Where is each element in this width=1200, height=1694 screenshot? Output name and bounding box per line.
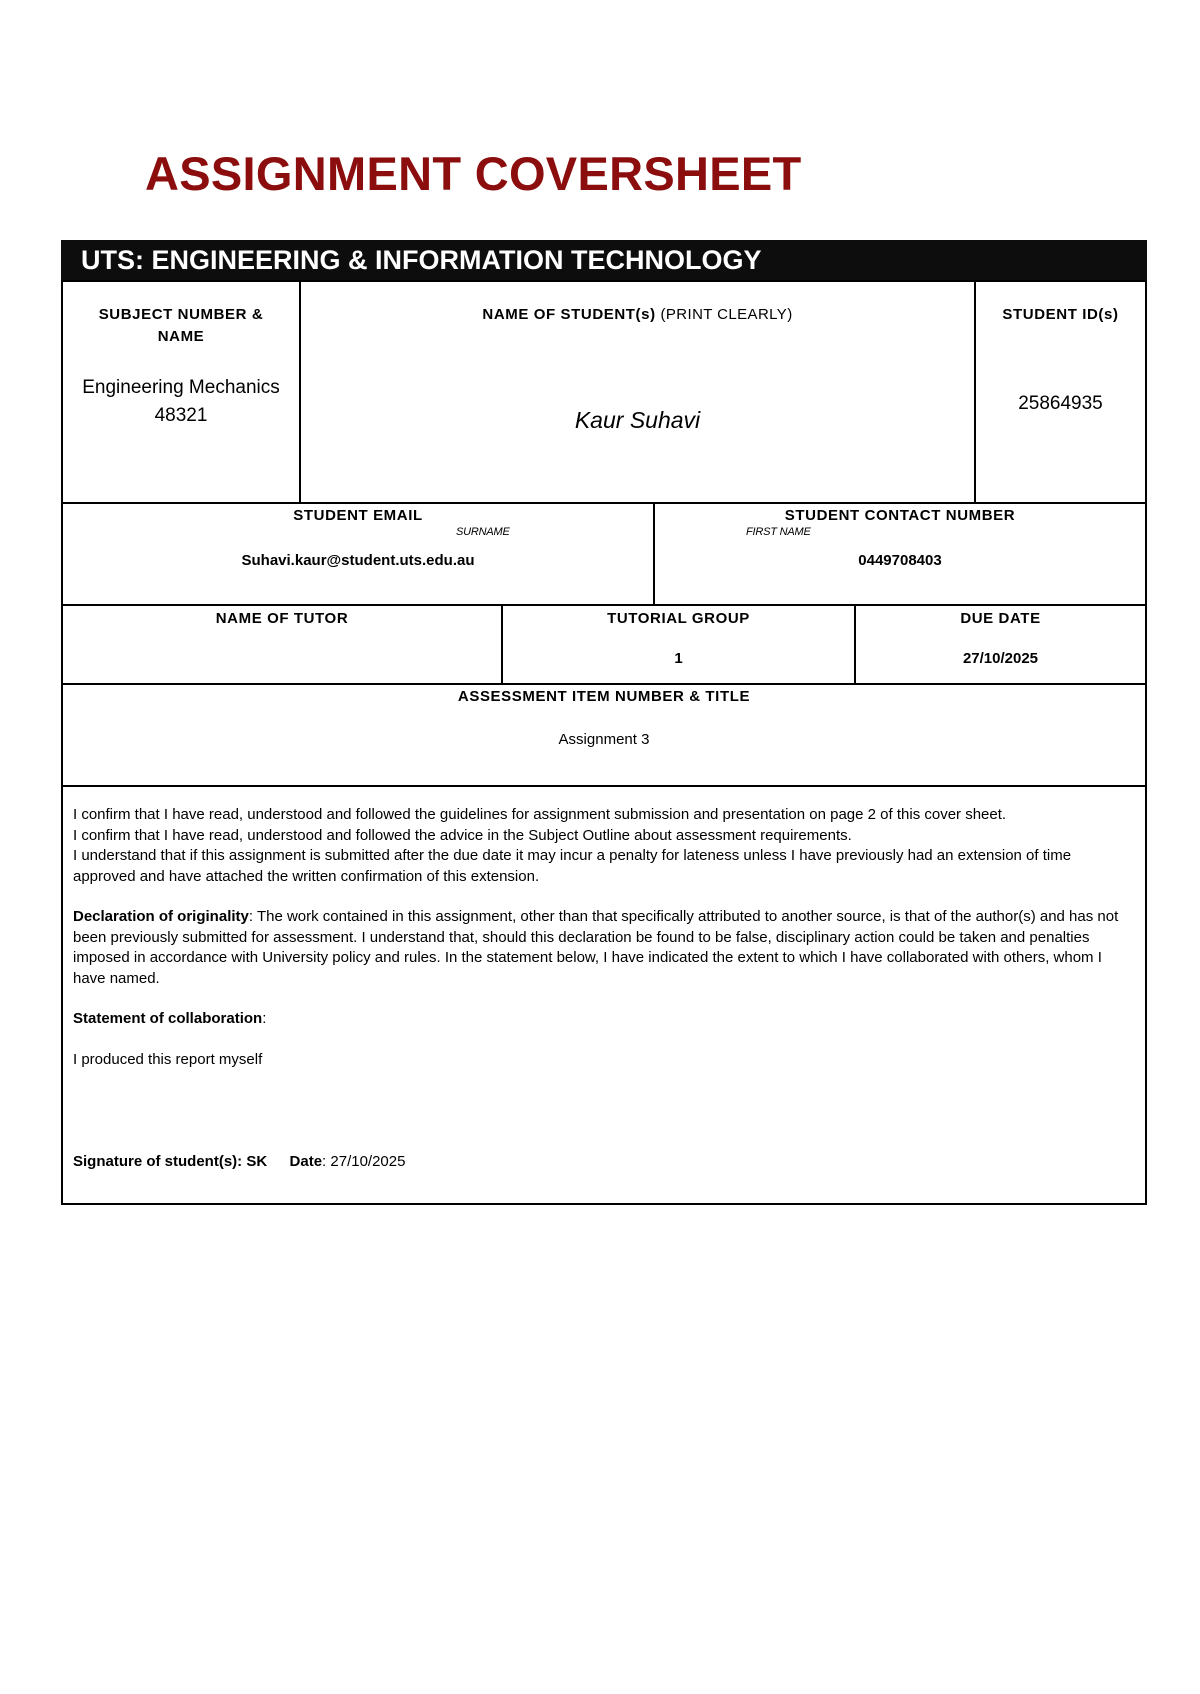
- due-date-label: DUE DATE: [960, 610, 1041, 627]
- email-value: Suhavi.kaur@student.uts.edu.au: [241, 552, 475, 569]
- coversheet-form: [61, 240, 1147, 1205]
- contact-label: STUDENT CONTACT NUMBER: [784, 507, 1016, 524]
- subject-name: Engineering Mechanics: [82, 377, 280, 398]
- student-id-value: 25864935: [1018, 393, 1103, 414]
- student-id-label: STUDENT ID(s): [1002, 306, 1119, 323]
- print-clearly-note: (PRINT CLEARLY): [660, 306, 793, 323]
- tutor-label: NAME OF TUTOR: [215, 610, 349, 627]
- due-date-value: 27/10/2025: [962, 650, 1039, 667]
- contact-value: 0449708403: [858, 552, 942, 569]
- student-id-cell[interactable]: [974, 280, 1147, 504]
- tutorial-group-cell[interactable]: [501, 604, 856, 685]
- signature-label: Signature of student(s):: [73, 1153, 243, 1170]
- collaboration-label: Statement of collaboration: [73, 1010, 263, 1027]
- originality-label: Declaration of originality: [73, 908, 249, 925]
- student-name-value: Kaur Suhavi: [574, 407, 701, 433]
- student-name-label: NAME OF STUDENT(s) (PRINT CLEARLY): [482, 306, 793, 323]
- signature-date-value: : 27/10/2025: [322, 1153, 406, 1170]
- confirm-guidelines: I confirm that I have read, understood and followed the guidelines for assignment submission and presentation on page 2 of this cover sheet.: [73, 806, 1007, 823]
- signature-value: SK: [246, 1153, 268, 1170]
- subject-number: 48321: [154, 405, 208, 426]
- confirm-subject-outline: I confirm that I have read, understood and followed the advice in the Subject Outline about assessment requirements.: [73, 826, 852, 844]
- tutorial-group-value: 1: [674, 650, 683, 667]
- faculty-header: [61, 240, 1147, 282]
- surname-caption: SURNAME: [456, 526, 510, 538]
- subject-cell[interactable]: [61, 280, 301, 504]
- date-label: Date: [289, 1153, 323, 1170]
- signature-line: [73, 1152, 1127, 1173]
- assessment-value: Assignment 3: [558, 731, 650, 748]
- faculty-header-text: UTS: ENGINEERING & INFORMATION TECHNOLOGY: [81, 245, 762, 275]
- page-title: ASSIGNMENT COVERSHEET: [145, 147, 802, 200]
- tutor-cell[interactable]: [61, 604, 503, 685]
- firstname-caption: FIRST NAME: [746, 526, 811, 538]
- email-cell[interactable]: [61, 502, 655, 606]
- declaration-section: [61, 785, 1147, 1205]
- originality-declaration: [73, 907, 1127, 989]
- due-date-cell[interactable]: [854, 604, 1147, 685]
- email-label: STUDENT EMAIL: [293, 507, 423, 524]
- assessment-label: ASSESSMENT ITEM NUMBER & TITLE: [457, 688, 751, 705]
- originality-text: : The work contained in this assignment, other than that specifically attributed to another source, is that of the author(s) and has not been previously submitted for assessment. I understand that, should this declaration be found to be false, disciplinary action could be taken and penalties imposed in accordance with University policy and rules. In the statement below, I have indicated the extent to which I have collaborated with others, whom I have named.: [73, 908, 1119, 987]
- collaboration-heading: Statement of collaboration:: [73, 1010, 267, 1027]
- confirm-late-penalty: I understand that if this assignment is submitted after the due date it may incur a penalty for lateness unless I have previously had an extension of time approved and have attached the written confirmation of this extension.: [73, 847, 1072, 885]
- collaboration-statement: I produced this report myself: [73, 1050, 263, 1068]
- contact-cell[interactable]: [653, 502, 1147, 606]
- assessment-cell[interactable]: [61, 683, 1147, 787]
- subject-label: SUBJECT NUMBER & NAME: [98, 306, 264, 345]
- tutorial-group-label: TUTORIAL GROUP: [607, 610, 750, 627]
